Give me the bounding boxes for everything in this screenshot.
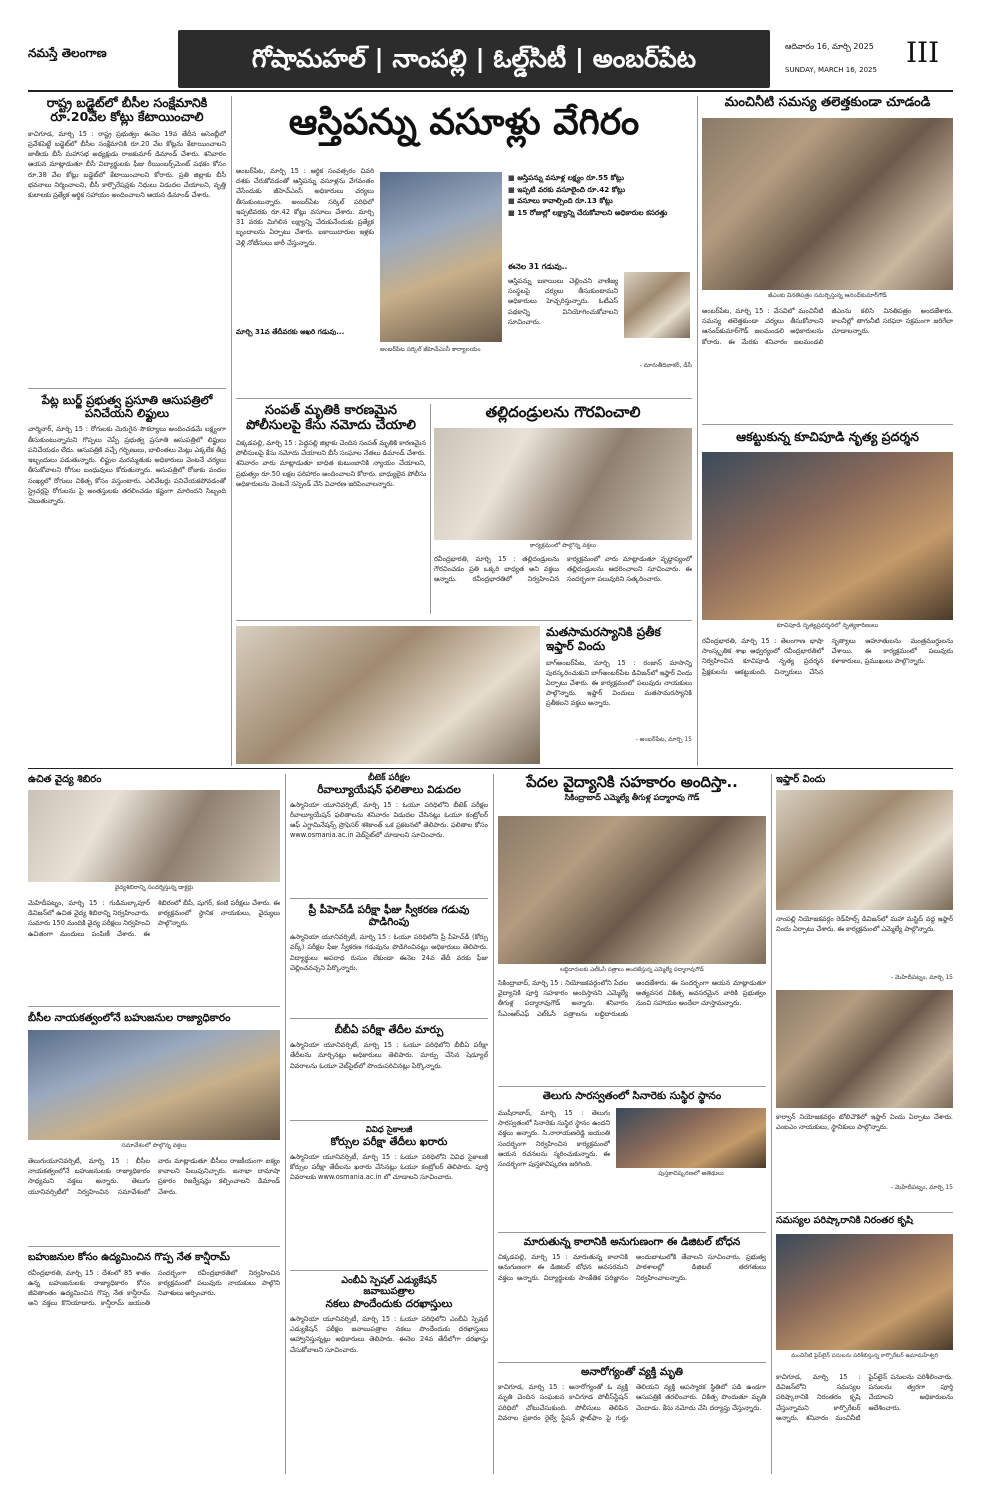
prephd-text: ఉస్మానియా యూనివర్సిటీ, మార్చి 15 : ఓయూ పరిధిలోని ప్రీ పీహెచ్‌డీ (కోర్సు వర్క్) పరీక్షల ఫీజు స్వీకరణ గడువును పొడిగించినట్లు అధికారులు తెలిపారు. విద్యార్థులు అపరాధ రుసుం లేకుండా ఈనెల 24వ తేదీ వరకు ఫీజు చెల్లించవచ్చని పేర్కొన్నారు. (290, 933, 488, 972)
problems-photo-caption: మంచినీటి పైప్‌లైన్ పనులను పరిశీలిస్తున్న కార్పొరేటర్ ఉమామహేశ్వరి (791, 1353, 938, 1359)
iftar2-byline-1: - మెహిదీపట్నం, మార్చి 15 (890, 974, 953, 981)
problems-story (776, 1216, 953, 1474)
courses-text: ఉస్మానియా యూనివర్సిటీ, మార్చి 15 : ఓయూ పరిధిలోని వివిధ సైకాలజీ కోర్సుల పరీక్షా తేదీలను ఖరారు చేసినట్లు ఓయూ కంట్రోలర్ తెలిపారు. పూర్తి వివరాలకు www.osmania.ac.in లో చూడాలని సూచించారు. (290, 1152, 488, 1182)
date-english: SUNDAY, MARCH 16, 2025 (785, 66, 877, 74)
page-number: III (906, 36, 940, 69)
bc-photo-caption: సమావేశంలో పాల్గొన్న వక్తలు (121, 1142, 187, 1149)
pettla-headline: పేట్ల బుర్జ్ ప్రభుత్వ ప్రసూతి ఆసుపత్రిలో పనిచేయని లిఫ్టులు (41, 393, 213, 421)
iftar2-byline-2: - మెహిదీపట్నం, మార్చి 15 (890, 1184, 953, 1191)
poor-story (498, 774, 766, 1084)
stat-target: ■ ఆస్తిపన్ను వసూళ్ల లక్ష్యం రూ.55 కోట్లు (508, 172, 692, 184)
prephd-headline: ప్రీ పీహెచ్‌డీ పరీక్షా ఫీజు స్వీకరణ గడువు పొడిగింపు (308, 904, 470, 929)
health-photo-caption: వైద్యశిబిరాన్ని సందర్శిస్తున్న డాక్టర్లు (114, 884, 194, 891)
problems-text: కాచిగూడ, మార్చి 15 : డివిజన్‌లోని సమస్యల పరిష్కారానికి నిరంతరం కృషి చేస్తున్నామని కార్పొరేటర్ అన్నారు. శనివారం మంచినీటి పైప్‌లైన్ పనులను పరిశీలించారు. పనులను త్వరగా పూర్తి చేయాలని అధికారులను ఆదేశించారు. (776, 1373, 953, 1422)
budget-story (28, 96, 226, 396)
pettla-text: చార్మినార్, మార్చి 15 : రోగులకు మెరుగైన సౌకర్యాలు అందించడమే లక్ష్యంగా తీసుకుంటున్నామని గొప్పలు చెప్పే ప్రభుత్వ ప్రసూతి ఆసుపత్రిలో లిఫ్టులు పనిచేయడం లేదు. ఆసుపత్రికి వచ్చే గర్భిణులు, బాలింతలు మెట్లు ఎక్కలేక తీవ్ర ఇబ్బందులు పడుతున్నారు. లిఫ్టుల మరమ్మతుకు అధికారులు వెంటనే చర్యలు తీసుకోవాలని రోగుల బంధువులు కోరుతున్నారు. ఆసుపత్రిలో రోజుకు వందల సంఖ్యలో రోగులు చికిత్స కోసం వస్తుంటారు. ఎలివేటర్లు పనిచేయకపోవడంతో స్ట్రెచర్లపై రోగులను పై అంతస్తులకు తరలించడం కష్టంగా మారిందని సిబ్బంది చెబుతున్నారు. (28, 425, 226, 505)
building-photo (380, 172, 502, 342)
last-date-label: ఈనెల 31 గడువు.. (508, 262, 568, 271)
bc-meeting-photo (28, 1030, 280, 1140)
btech-story (290, 774, 488, 894)
inset-caption: - మారుతీదివాకర్, డీసీ (639, 362, 692, 369)
telugu-headline: తెలుగు సారస్వతంలో సినారెకు సుస్థిర స్థానం (542, 1090, 722, 1102)
iftar2-story (776, 774, 953, 1210)
kuchipudi-text: రవీంద్రభారతి, మార్చి 15 : తెలంగాణ భాషా సాంస్కృతిక శాఖ ఆధ్వర్యంలో రవీంద్రభారతిలో నిర్వహించిన కూచిపూడి నృత్య ప్రదర్శన ప్రేక్షకులను ఆకట్టుకుంది. చిన్నారులు చేసిన నృత్యాలు ఆహూతులను మంత్రముగ్ధులను చేశాయి. ఈ కార్యక్రమంలో పలువురు కళాకారులు, ప్రముఖులు పాల్గొన్నారు. (702, 637, 953, 676)
iftar1-byline: - అంబర్‌పేట, మార్చి 15 (635, 735, 692, 743)
courses-story (290, 1126, 488, 1266)
stat-pending: ■ వసూలు కావాల్సింది రూ.13 కోట్లు (508, 195, 692, 207)
property-headline: ఆస్తిపన్ను వసూళ్లు వేగిరం (288, 102, 640, 143)
mba-text: ఉస్మానియా యూనివర్సిటీ, మార్చి 15 : ఓయూ పరిధిలోని ఎంబీఏ స్పెషల్ ఎడ్యుకేషన్ పరీక్షల జవాబుపత్రాల నకలు పొందేందుకు దరఖాస్తులు ఆహ్వానిస్తున్నట్లు అధికారులు తెలిపారు. ఈనెల 24వ తేదీలోగా దరఖాస్తు చేసుకోవాలని సూచించారు. (290, 1314, 488, 1354)
death-text: కాచిగూడ, మార్చి 15 : అనారోగ్యంతో ఓ వ్యక్తి మృతి చెందిన సంఘటన కాచిగూడ పోలీస్‌స్టేషన్ పరిధిలో చోటుచేసుకుంది. పోలీసులు తెలిపిన వివరాల ప్రకారం రైల్వే స్టేషన్ ప్లాట్‌ఫాం పై గుర్తు తెలియని వ్యక్తి అపస్మారక స్థితిలో పడి ఉండగా ఆసుపత్రికి తరలించారు. చికిత్స పొందుతూ మృతి చెందాడు. కేసు నమోదు చేసి దర్యాప్తు చేస్తున్నారు. (498, 1383, 766, 1422)
water-story (702, 96, 953, 421)
bc-leaders-headline: బీసీల నాయకత్వంలోనే బహుజనుల రాజ్యాధికారం (28, 1012, 231, 1024)
mba-headline-1: ఎంబీఏ స్పెషల్ ఎడ్యుకేషన్ (341, 1275, 437, 1286)
book-release-photo (616, 1108, 766, 1168)
parents-photo (434, 428, 692, 540)
deadline-label: మార్చి 31వ తేదీవరకు ఆఖరి గడువు... (236, 328, 345, 336)
iftar2-headline: ఇఫ్తార్ విందు (776, 774, 826, 785)
health-story (28, 774, 280, 1002)
building-photo-caption: అంబర్‌పేట సర్కిల్ జీహెచ్ఎంసీ కార్యాలయం (380, 346, 481, 353)
water-photo-caption: జీఎంకు వినతిపత్రం సమర్పిస్తున్న ఆనంద్‌కుమార్‌గౌడ్ (768, 292, 887, 299)
property-text: అంబర్‌పేట, మార్చి 15 : ఆర్థిక సంవత్సరం చివరి దశకు చేరుకోవడంతో ఆస్తిపన్ను వసూళ్లను వేగవంతం చేసేందుకు జీహెచ్ఎంసీ అధికారులు చర్యలు తీసుకుంటున్నారు. అంబర్‌పేట సర్కిల్ పరిధిలో ఇప్పటివరకు రూ.42 కోట్లు వసూలు చేశారు. మార్చి 31 వరకు మిగిలిన లక్ష్యాన్ని చేరుకునేందుకు ప్రత్యేక బృందాలను ఏర్పాటు చేశారు. బకాయిదారుల ఇళ్లకు వెళ్లి నోటీసులు జారీ చేస్తున్నారు. (236, 167, 374, 247)
poor-photo-caption: లబ్ధిదారులకు ఎల్‌ఓసీ పత్రాలు అందజేస్తున్న ఎమ్మెల్యే పద్మారావుగౌడ్ (560, 967, 704, 973)
sampath-text: చిక్కడపల్లి, మార్చి 15 : పెద్దపల్లి జిల్లాకు చెందిన సంపత్ మృతికి కారణమైన పోలీసులపై కేసు నమోదు చేయాలని బీసీ సంఘాల నేతలు డిమాండ్ చేశారు. శనివారం వారు మాట్లాడుతూ బాధిత కుటుంబానికి న్యాయం చేయాలని, ప్రభుత్వం రూ.50 లక్షల పరిహారం అందించాలని కోరారు. బాధ్యులైన పోలీసు అధికారులను వెంటనే సస్పెండ్ చేసి విచారణ జరిపించాలన్నారు. (236, 438, 426, 488)
iftar2-photo-1 (776, 790, 953, 910)
water-headline: మంచినీటి సమస్య తలెత్తకుండా చూడండి (724, 95, 931, 110)
digital-story (498, 1236, 766, 1360)
stat-collected: ■ ఇప్పటి వరకు వసూలైంది రూ.42 కోట్లు (508, 184, 692, 196)
death-story (498, 1366, 766, 1474)
btech-headline-1: బీటెక్ పరీక్షల (367, 773, 411, 783)
iftar1-story (546, 626, 692, 764)
telugu-story (498, 1090, 766, 1230)
poor-headline: పేదల వైద్యానికి సహకారం అందిస్తా.. (526, 773, 738, 791)
telugu-text: ముషీరాబాద్, మార్చి 15 : తెలుగు సారస్వతంలో సినారెకు సుస్థిర స్థానం ఉందని వక్తలు అన్నారు. సి.నారాయణరెడ్డి జయంతి సందర్భంగా నిర్వహించిన కార్యక్రమంలో ఆయన రచనలను స్మరించుకున్నారు. ఈ సందర్భంగా పుస్తకావిష్కరణ జరిగింది. (498, 1109, 610, 1169)
sampath-headline: సంపత్ మృతికి కారణమైన పోలీసులపై కేసు నమోదు చేయాలి (246, 403, 416, 433)
kanshiram-text: రవీంద్రభారతి, మార్చి 15 : దేశంలో 85 శాతం ఉన్న బహుజనులకు రాజ్యాధికారం కోసం జీవితాంతం ఉద్యమించిన గొప్ప నేత కాన్షీరామ్ అని వక్తలు కొనియాడారు. కాన్షీరామ్ జయంతి సందర్భంగా రవీంద్రభారతిలో నిర్వహించిన కార్యక్రమంలో పలువురు నాయకులు పాల్గొని నివాళులు అర్పించారు. (28, 1268, 280, 1308)
area-names: గోషామహల్ | నాంపల్లి | ఓల్డ్‌సిటీ | అంబర్‌పేట (251, 44, 697, 73)
property-stats (508, 172, 692, 218)
bba-text: ఉస్మానియా యూనివర్సిటీ, మార్చి 15 : ఓయూ పరిధిలోని బీబీఏ పరీక్షా తేదీలను మార్చినట్లు అధికారులు తెలిపారు. మార్పు చేసిన షెడ్యూల్ వివరాలను ఓయూ వెబ్‌సైట్‌లో పొందుపరిచినట్లు పేర్కొన్నారు. (290, 1041, 488, 1070)
property-text2: ఆస్తిపన్ను బకాయిలు చెల్లించని వాణిజ్య సంస్థలపై చర్యలు తీసుకుంటామని అధికారులు హెచ్చరిస్తున్నారు. ఓటీఎస్ పథకాన్ని వినియోగించుకోవాలని సూచించారు. (508, 277, 618, 326)
bc-leaders-text: తెలుగుయూనివర్సిటీ, మార్చి 15 : బీసీల నాయకత్వంలోనే బహుజనులకు రాజ్యాధికారం సాధ్యమని వక్తలు అన్నారు. తెలుగు యూనివర్సిటీలో నిర్వహించిన సమావేశంలో వారు మాట్లాడుతూ బీసీలు రాజకీయంగా ఐక్యం కావాలని పిలుపునిచ్చారు. జనాభా దామాషా ప్రకారం రిజర్వేషన్లు కల్పించాలని డిమాండ్ చేశారు. (28, 1157, 280, 1196)
mba-headline-3: నకలు పొందేందుకు దరఖాస్తులు (325, 1297, 453, 1310)
stat-plan: ■ 15 రోజుల్లో లక్ష్యాన్ని చేరుకోవాలని అధికారుల కసరత్తు (508, 207, 692, 219)
digital-text: చిక్కడపల్లి, మార్చి 15 : మారుతున్న కాలానికి అనుగుణంగా ఈ డిజిటల్ బోధన అవసరమని వక్తలు అన్నారు. విద్యార్థులకు సాంకేతిక పరిజ్ఞానం అందుబాటులోకి తేవాలని సూచించారు. ప్రభుత్వ పాఠశాలల్లో డిజిటల్ తరగతులు నిర్వహించాలన్నారు. (498, 1253, 766, 1282)
parents-story (434, 404, 692, 614)
iftar2-photo-2 (776, 990, 953, 1108)
health-photo (28, 790, 280, 882)
masthead (28, 30, 953, 88)
health-text: మెహిదీపట్నం, మార్చి 15 : గుడిమల్కాపూర్ డివిజన్‌లో ఉచిత వైద్య శిబిరాన్ని నిర్వహించారు. సుమారు 150 మందికి వైద్య పరీక్షలు నిర్వహించి ఉచితంగా మందులు పంపిణీ చేశారు. ఈ శిబిరంలో బీపీ, షుగర్, కంటి పరీక్షలు చేశారు. ఈ కార్యక్రమంలో స్థానిక నాయకులు, వైద్యులు పాల్గొన్నారు. (28, 899, 280, 938)
courses-headline-1: వివిధ సైకాలజీ (365, 1125, 413, 1135)
sampath-story (236, 404, 426, 614)
iftar1-headline: మతసామరస్యానికి ప్రతీక ఇఫ్తార్ విందు (546, 625, 661, 653)
official-inset-photo (624, 272, 690, 338)
paper-name: నమస్తే తెలంగాణ (28, 46, 107, 60)
poor-text: సికింద్రాబాద్, మార్చి 15 : నియోజకవర్గంలోని పేదల వైద్యానికి పూర్తి సహకారం అందిస్తానని ఎమ్మెల్యే తీగుళ్ల పద్మారావుగౌడ్ అన్నారు. శనివారం సీఎంఆర్ఎఫ్ ఎల్ఓసీ పత్రాలను లబ్ధిదారులకు అందజేశారు. ఈ సందర్భంగా ఆయన మాట్లాడుతూ అత్యవసర చికిత్స అవసరమైన వారికి ప్రభుత్వం నుంచి సహాయం అందేలా చూస్తామన్నారు. (498, 979, 766, 1018)
mba-story (290, 1276, 488, 1474)
death-headline: అనారోగ్యంతో వ్యక్తి మృతి (580, 1366, 684, 1378)
iftar2-text-2: కార్వాన్ నియోజకవర్గం టోలిచౌకిలో ఇఫ్తార్ విందు ఏర్పాటు చేశారు. ఎంఐఎం నాయకులు, స్థానికులు పాల్గొన్నారు. (776, 1113, 953, 1132)
btech-text: ఉస్మానియా యూనివర్సిటీ, మార్చి 15 : ఓయూ పరిధిలోని బీటెక్ పరీక్షల రీవాల్యూయేషన్ ఫలితాలను శనివారం విడుదల చేసినట్లు ఓయూ కంట్రోలర్ ఆఫ్ ఎగ్జామినేషన్స్ ప్రొఫెసర్ శశికాంత్ ఒక ప్రకటనలో తెలిపారు. ఫలితాల కోసం www.osmania.ac.in వెబ్‌సైట్‌లో చూడాలని సూచించారు. (290, 800, 488, 840)
iftar-photo (236, 626, 540, 764)
water-photo (702, 118, 953, 290)
parents-headline: తల్లిదండ్రులను గౌరవించాలి (485, 403, 641, 421)
poor-photo (498, 816, 766, 964)
telugu-photo-caption: పుస్తకావిష్కరణలో అతిథులు (658, 1170, 724, 1177)
date-telugu: ఆదివారం 16, మార్చి 2025 (785, 42, 874, 51)
bc-leaders-story (28, 1012, 280, 1242)
iftar1-text: బాగ్‌అంబర్‌పేట, మార్చి 15 : రంజాన్ మాసాన్ని పురస్కరించుకుని బాగ్‌అంబర్‌పేట డివిజన్‌లో ఇఫ్తార్ విందు ఏర్పాటు చేశారు. ఈ కార్యక్రమంలో పలువురు నాయకులు పాల్గొన్నారు. ఇఫ్తార్ విందులు మతసామరస్యానికి ప్రతీకలని వక్తలు అన్నారు. (546, 658, 692, 708)
budget-text: కాచిగూడ, మార్చి 15 : రాష్ట్ర ప్రభుత్వం ఈనెల 19వ తేదీన అసెంబ్లీలో ప్రవేశపెట్టే బడ్జెట్‌లో బీసీల సంక్షేమానికి రూ.20 వేల కోట్లను కేటాయించాలని జాతీయ బీసీ మహాసభ అధ్యక్షుడు రాజకుమార్ డిమాండ్ చేశారు. శనివారం ఆయన మాట్లాడుతూ బీసీ విద్యార్థులకు ఫీజు రీయింబర్స్‌మెంట్ పథకం కోసం రూ.38 వేల కోట్లు బడ్జెట్‌లో కేటాయించాలని కోరారు. ప్రతి జిల్లాకు బీసీ భవనాలు నిర్మించాలని, బీసీ కార్పొరేషన్లకు నిధులు విడుదల చేయాలని, వృత్తి కులాలకు ప్రత్యేక ఆర్థిక సహాయం అందించాలని ఆయన డిమాండ్ చేశారు. (28, 129, 226, 200)
budget-headline: రాష్ట్ర బడ్జెట్‌లో బీసీల సంక్షేమానికి రూ.20వేల కోట్లు కేటాయించాలి (46, 95, 208, 125)
kanshiram-headline: బహుజనుల కోసం ఉద్యమించిన గొప్ప నేత కాన్షీరామ్ (28, 1252, 230, 1263)
bba-story (290, 1024, 488, 1116)
pettla-story (28, 394, 226, 764)
dance-photo (702, 452, 953, 620)
property-story (236, 96, 692, 396)
area-banner (178, 30, 770, 88)
bba-headline: బీబీఏ పరీక్షా తేదీల మార్పు (334, 1024, 444, 1036)
problems-headline: సమస్యల పరిష్కారానికి నిరంతర కృషి (776, 1215, 913, 1226)
health-headline: ఉచిత వైద్య శిబిరం (28, 774, 102, 785)
poor-subhead: సికింద్రాబాద్ ఎమ్మెల్యే తీగుళ్ల పద్మారావు గౌడ్ (564, 793, 700, 803)
dance-photo-caption: కూచిపూడి నృత్యప్రదర్శనలో నృత్యకారిణులు (776, 622, 879, 629)
prephd-story (290, 904, 488, 1014)
parents-text: రవీంద్రభారతి, మార్చి 15 : తల్లిదండ్రులను గౌరవించడం ప్రతి ఒక్కరి బాధ్యత అని వక్తలు అన్నారు. రవీంద్రభారతిలో నిర్వహించిన కార్యక్రమంలో వారు మాట్లాడుతూ వృద్ధాప్యంలో తల్లిదండ్రులను ఆదరించాలని సూచించారు. ఈ సందర్భంగా పలువురిని సత్కరించారు. (434, 555, 692, 584)
mba-headline-2: జవాబుపత్రాల (363, 1285, 415, 1297)
kuchipudi-story (702, 430, 953, 766)
water-text: అంబర్‌పేట, మార్చి 15 : వేసవిలో మంచినీటి సమస్య తలెత్తకుండా చర్యలు తీసుకోవాలని ఆనంద్‌కుమార్‌గౌడ్ జలమండలి అధికారులను కోరారు. ఈ మేరకు శనివారం జలమండలి జీఎంను కలిసి వినతిపత్రం అందజేశారు. కాలనీల్లో తాగునీటి సరఫరా సక్రమంగా జరిగేలా చూడాలన్నారు. (702, 307, 953, 346)
kuchipudi-headline: ఆకట్టుకున్న కూచిపూడి నృత్య ప్రదర్శన (736, 429, 919, 444)
iftar2-text-1: నాంపల్లి నియోజకవర్గం రెడ్‌హిల్స్ డివిజన్‌లో మహా మస్జిద్ వద్ద ఇఫ్తార్ విందు ఏర్పాటు చేశారు. ఈ కార్యక్రమంలో ఎమ్మెల్యే పాల్గొన్నారు. (776, 915, 953, 934)
pipeline-photo (776, 1234, 953, 1350)
btech-headline-2: రీవాల్యూయేషన్ ఫలితాలు విడుదల (317, 783, 461, 796)
courses-headline-2: కోర్సుల పరీక్షా తేదీలు ఖరారు (330, 1135, 448, 1148)
parents-photo-caption: కార్యక్రమంలో పాల్గొన్న వక్తలు (530, 542, 596, 549)
digital-headline: మారుతున్న కాలానికి అనుగుణంగా ఈ డిజిటల్ బోధన (523, 1236, 741, 1248)
kanshiram-story (28, 1252, 280, 1474)
